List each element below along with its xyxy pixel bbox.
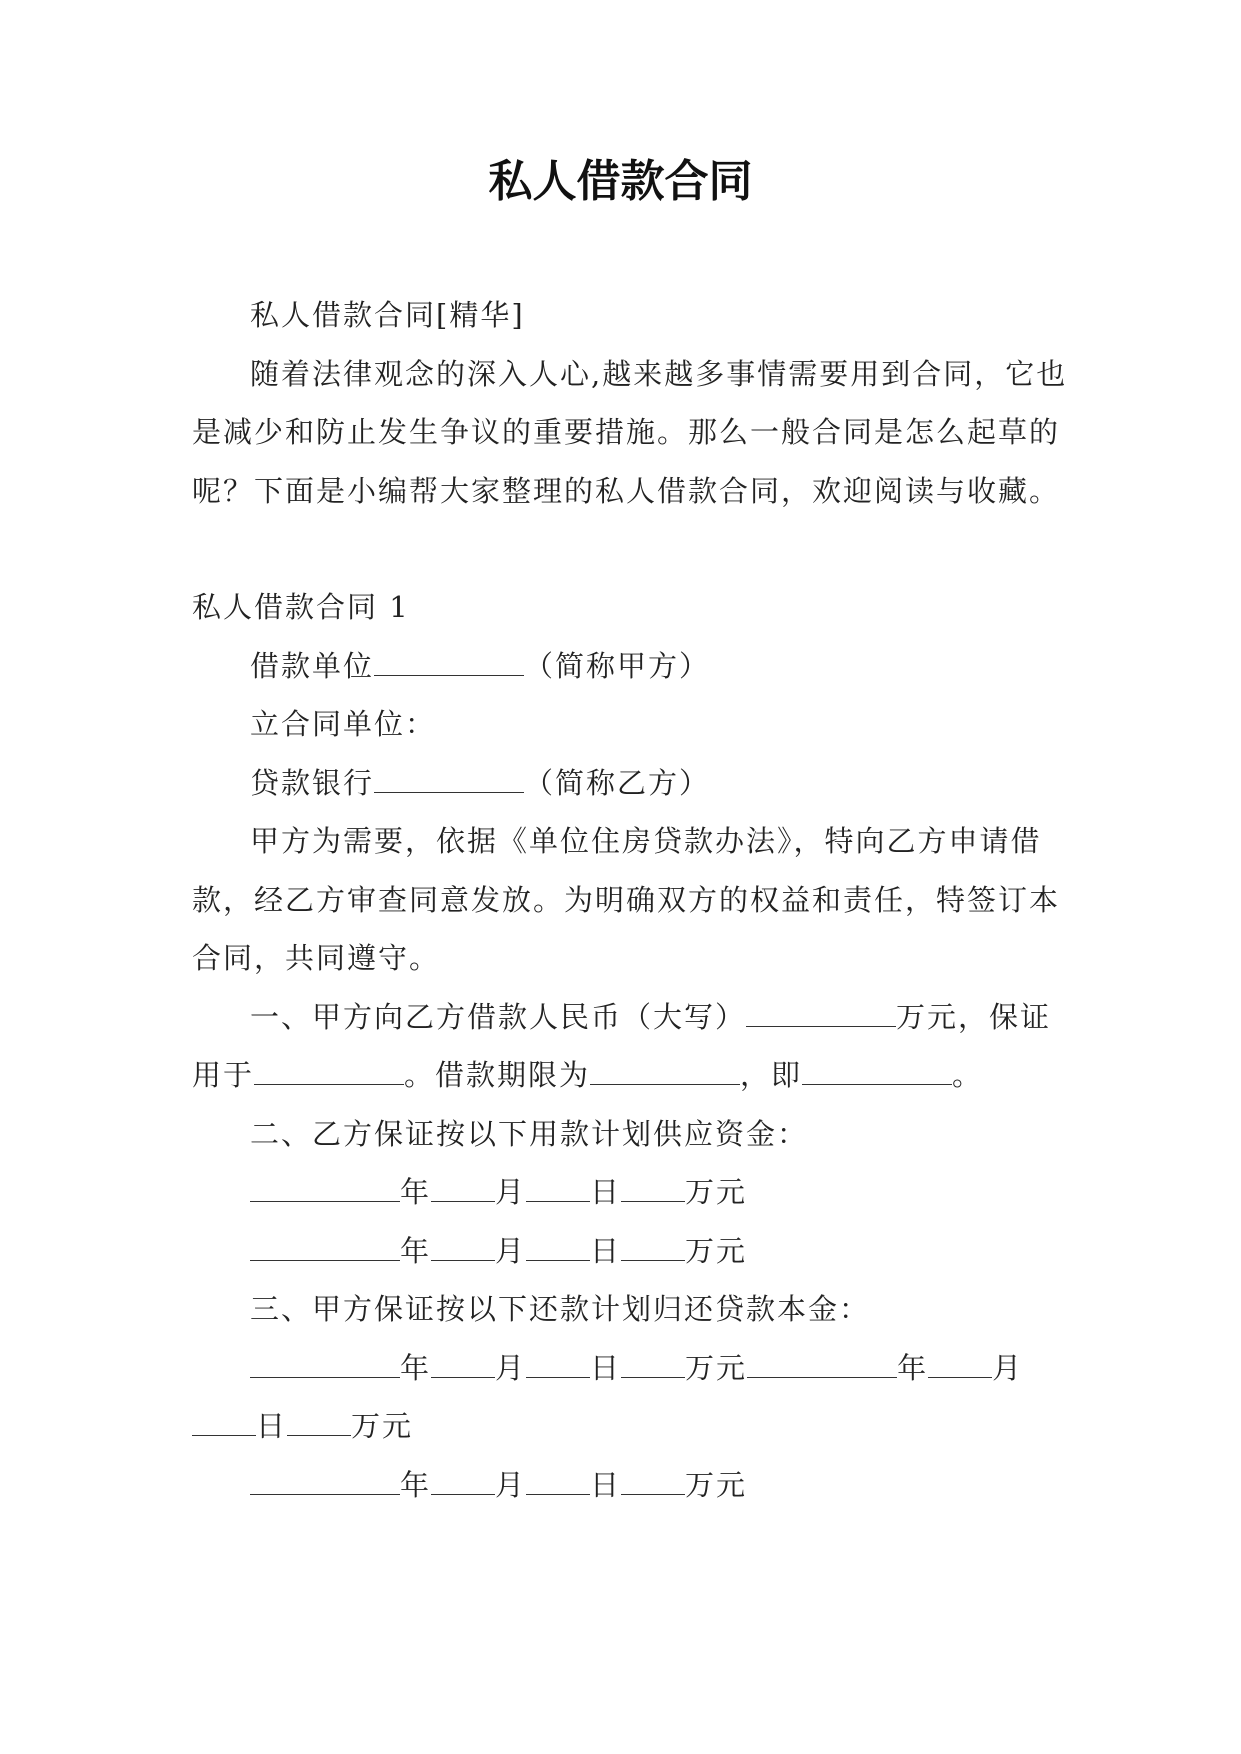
clause-3: 三、甲方保证按以下还款计划归还贷款本金： bbox=[250, 1292, 871, 1326]
amount-blank bbox=[621, 1234, 685, 1261]
amount-blank bbox=[287, 1409, 351, 1436]
month-blank bbox=[928, 1351, 992, 1378]
repay-schedule-row bbox=[192, 1456, 1072, 1515]
bank-suffix: （简称乙方） bbox=[524, 765, 711, 800]
month-label: 月 bbox=[495, 1467, 527, 1502]
wan-yuan-label: 万元 bbox=[685, 1233, 748, 1268]
year-blank bbox=[747, 1351, 897, 1378]
wan-yuan-label: 万元 bbox=[685, 1350, 748, 1385]
amount-blank bbox=[621, 1351, 685, 1378]
section-gap bbox=[192, 520, 1072, 578]
month-label: 月 bbox=[495, 1175, 527, 1209]
day-label: 日 bbox=[590, 1233, 622, 1268]
day-label: 日 bbox=[256, 1409, 288, 1443]
wan-yuan-label: 万元 bbox=[351, 1409, 414, 1443]
year-blank bbox=[250, 1351, 400, 1378]
purpose-blank bbox=[254, 1058, 404, 1085]
year-blank bbox=[250, 1468, 400, 1495]
borrower-suffix: （简称甲方） bbox=[524, 648, 711, 683]
month-blank bbox=[431, 1234, 495, 1261]
year-label: 年 bbox=[400, 1350, 432, 1385]
clause-1 bbox=[192, 988, 1072, 1105]
amount-blank bbox=[746, 1000, 896, 1027]
amount-blank bbox=[621, 1175, 685, 1202]
purpose-paragraph: 甲方为需要，依据《单位住房贷款办法》，特向乙方申请借款，经乙方审查同意发放。为明确双方的权益和责任，特签订本合同，共同遵守。 bbox=[192, 824, 1061, 975]
wan-yuan-label: 万元 bbox=[685, 1175, 748, 1209]
month-label: 月 bbox=[495, 1350, 527, 1385]
month-label: 月 bbox=[992, 1350, 1024, 1385]
year-blank bbox=[250, 1175, 400, 1202]
month-blank bbox=[431, 1351, 495, 1378]
day-label: 日 bbox=[590, 1467, 622, 1502]
day-blank bbox=[526, 1234, 590, 1261]
year-label: 年 bbox=[400, 1175, 432, 1209]
year-blank bbox=[250, 1234, 400, 1261]
borrower-blank bbox=[374, 649, 524, 676]
clause-1-part2: 万元， bbox=[896, 999, 990, 1034]
contract-unit-line: 立合同单位： bbox=[250, 707, 437, 741]
year-label: 年 bbox=[897, 1350, 929, 1385]
year-label: 年 bbox=[400, 1467, 432, 1502]
clause-1-part3: 保证用于 bbox=[192, 999, 1052, 1092]
document-title: 私人借款合同 bbox=[488, 156, 753, 207]
term-range-blank bbox=[802, 1058, 952, 1085]
term-blank bbox=[590, 1058, 740, 1085]
supply-schedule-row bbox=[192, 1163, 1072, 1222]
supply-schedule-row bbox=[192, 1222, 1072, 1281]
intro-paragraph: 随着法律观念的深入人心,越来越多事情需要用到合同，它也是减少和防止发生争议的重要措施。那么一般合同是怎么起草的呢？下面是小编帮大家整理的私人借款合同，欢迎阅读与收藏。 bbox=[192, 356, 1068, 508]
bank-label: 贷款银行 bbox=[250, 765, 375, 800]
contract-heading: 私人借款合同 1 bbox=[192, 590, 410, 624]
month-blank bbox=[431, 1468, 495, 1495]
borrower-label: 借款单位 bbox=[250, 648, 375, 683]
day-label: 日 bbox=[590, 1350, 622, 1385]
month-label: 月 bbox=[495, 1233, 527, 1268]
day-label: 日 bbox=[590, 1175, 622, 1209]
year-label: 年 bbox=[400, 1233, 432, 1268]
month-blank bbox=[431, 1175, 495, 1202]
clause-1-part4: 。借款期限为 bbox=[404, 1058, 591, 1092]
wan-yuan-label: 万元 bbox=[685, 1467, 748, 1502]
repay-schedule-row-double bbox=[192, 1339, 1072, 1456]
document-body bbox=[192, 286, 1072, 1514]
day-blank bbox=[526, 1175, 590, 1202]
clause-2: 二、乙方保证按以下用款计划供应资金： bbox=[250, 1116, 809, 1151]
day-blank bbox=[192, 1409, 256, 1436]
intro-heading: 私人借款合同[精华] bbox=[250, 298, 525, 332]
day-blank bbox=[526, 1351, 590, 1378]
day-blank bbox=[526, 1468, 590, 1495]
clause-1-part6: 。 bbox=[952, 1058, 984, 1092]
borrower-line bbox=[192, 637, 1072, 696]
clause-1-part5: ，即 bbox=[740, 1058, 803, 1092]
amount-blank bbox=[621, 1468, 685, 1495]
bank-blank bbox=[374, 766, 524, 793]
bank-line bbox=[192, 754, 1072, 813]
clause-1-part1: 一、甲方向乙方借款人民币（大写） bbox=[250, 999, 747, 1034]
